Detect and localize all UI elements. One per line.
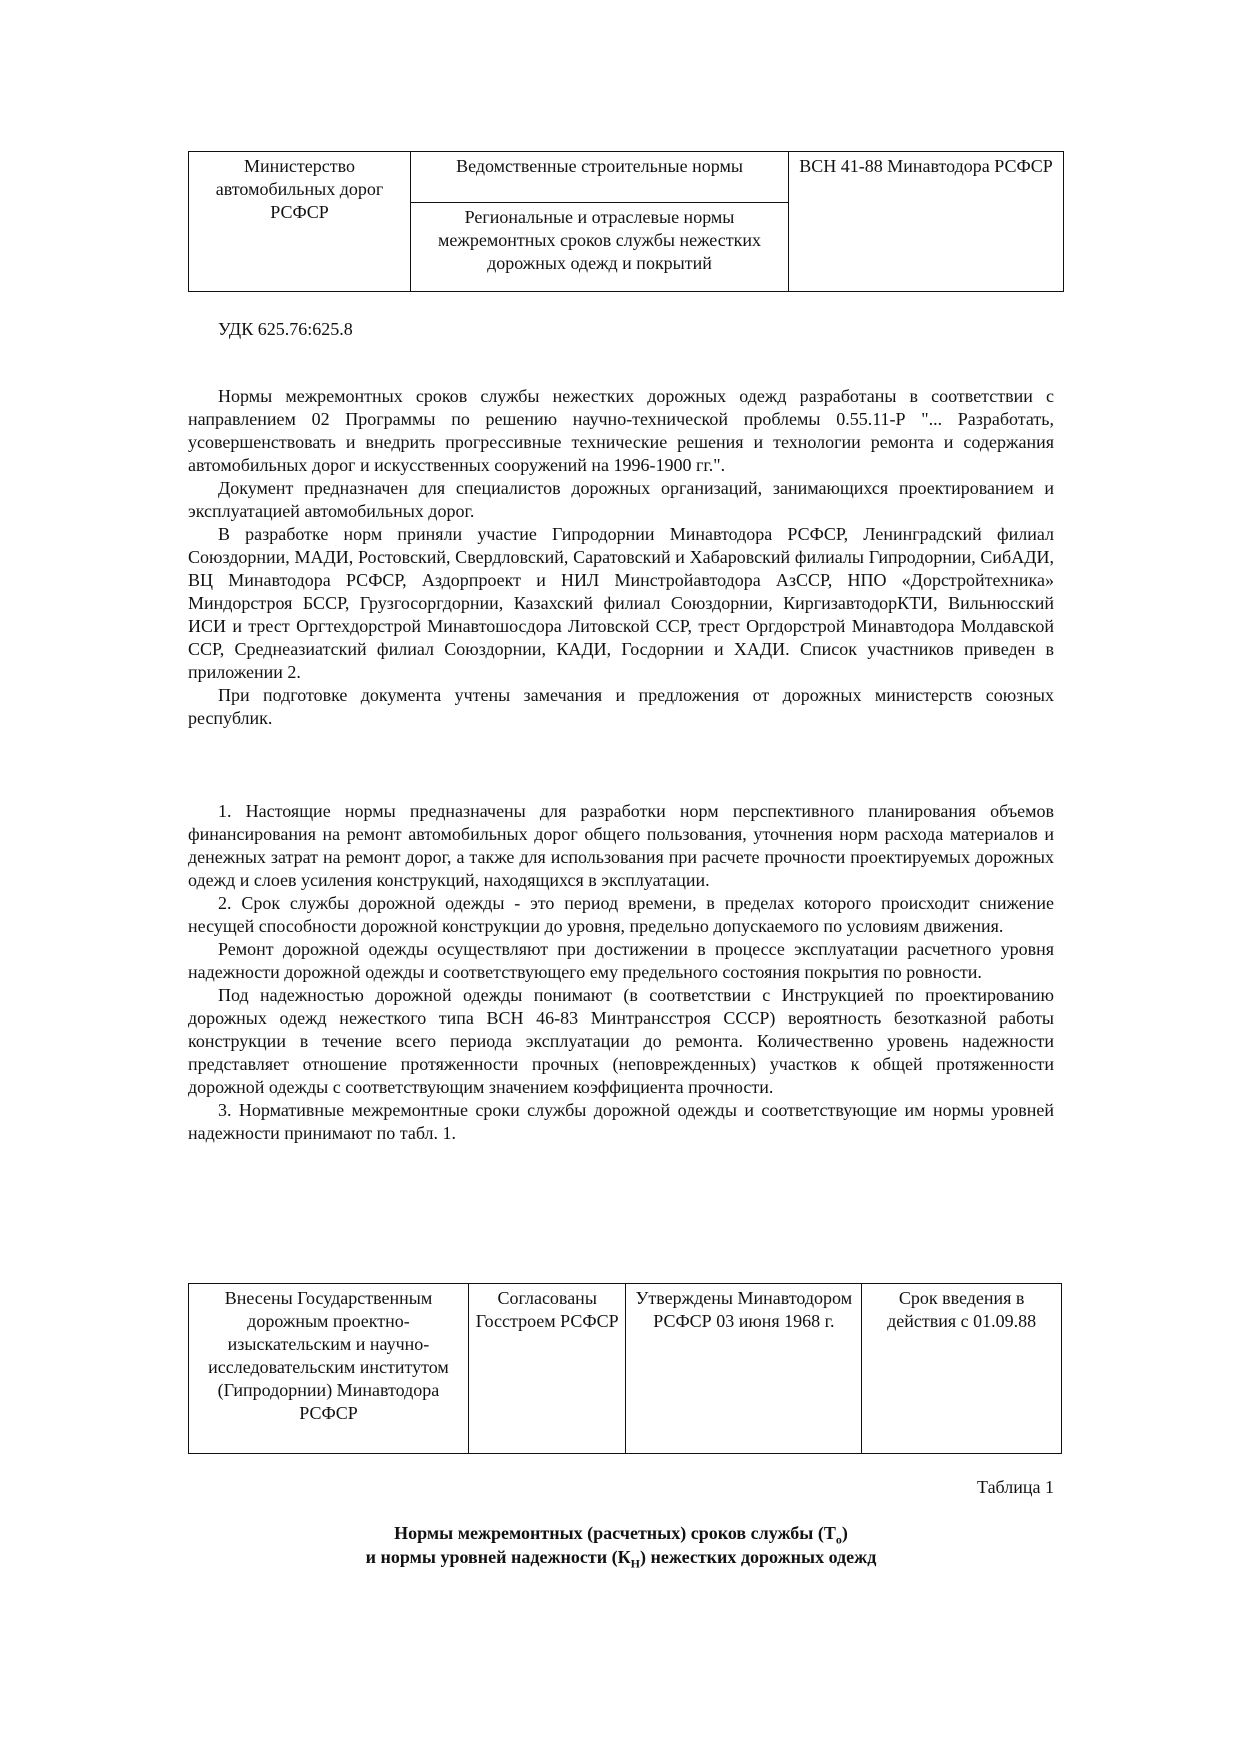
header-table [188,151,1064,292]
submitted-by-cell: Внесены Государственным дорожным проектно-изыскательским и научно-исследовательским институтом (Гипродорнии) Минавтодора РСФСР [189,1284,469,1454]
intro-paragraph: Нормы межремонтных сроков службы нежестких дорожных одежд разработаны в соответствии с направлением 02 Программы по решению научно-технической проблемы 0.55.11-Р "... Разработать, усовершенствовать и внедрить прогрессивные технические решения и технологии ремонта и содержания автомобильных дорог и искусственных сооружений на 1996-1900 гг.". [188,386,1054,475]
general-provisions [188,800,1054,1145]
intro-section [188,385,1054,730]
udk-code: УДК 625.76:625.8 [218,319,353,339]
section-paragraph: 2. Срок службы дорожной одежды - это период времени, в пределах которого происходит снижение несущей способности дорожной конструкции до уровня, предельно допускаемого по условиям движения. [188,893,1054,936]
doc-type-cell: Ведомственные строительные нормы [411,152,789,203]
intro-paragraph: При подготовке документа учтены замечания и предложения от дорожных министерств союзных республик. [188,685,1054,728]
intro-paragraph: В разработке норм приняли участие Гипродорнии Минавтодора РСФСР, Ленинградский филиал Союздорнии, МАДИ, Ростовский, Свердловский, Саратовский и Хабаровский филиалы Гипродорнии, СибАДИ, ВЦ Минавтодора РСФСР, Аздорпроект и НИЛ Минстройавтодора АзССР, НПО «Дорстройтехника» Миндорстроя БССР, Грузгосоргдорнии, Казахский филиал Союздорнии, КиргизавтодорКТИ, Вильнюсский ИСИ и трест Оргтехдорстрой Минавтошосдора Литовской ССР, трест Оргдорстрой Минавтодора Молдавской ССР, Среднеазиатский филиал Союздорнии, КАДИ, Госдорнии и ХАДИ. Список участников приведен в приложении 2. [188,524,1054,682]
table-title-line-2: и нормы уровней надежности $(К_Н)$ нежестких дорожных одежд [365,1547,877,1571]
effective-date-cell: Срок введения в действия с 01.09.88 [862,1284,1062,1454]
intro-paragraph: Документ предназначен для специалистов дорожных организаций, занимающихся проектированием и эксплуатацией автомобильных дорог. [188,478,1054,521]
approved-by-cell: Утверждены Минавтодором РСФСР 03 июня 1968 г. [626,1284,862,1454]
section-paragraph: 3. Нормативные межремонтные сроки службы дорожной одежды и соответствующие им нормы уровней надежности принимают по табл. 1. [188,1100,1054,1143]
table-title [188,1521,1054,1569]
doc-code-cell: ВСН 41-88 Минавтодора РСФСР [789,152,1064,292]
agreed-by-cell: Согласованы Госстроем РСФСР [468,1284,626,1454]
ministry-cell: Министерство автомобильных дорог РСФСР [189,152,411,292]
section-paragraph: Ремонт дорожной одежды осуществляют при достижении в процессе эксплуатации расчетного уровня надежности дорожной одежды и соответствующего ему предельного состояния покрытия по ровности. [188,939,1054,982]
approval-table [188,1283,1062,1454]
doc-title-cell: Региональные и отраслевые нормы межремонтных сроков службы нежестких дорожных одежд и покрытий [411,203,789,292]
table-caption: Таблица 1 [977,1477,1054,1497]
section-paragraph: 1. Настоящие нормы предназначены для разработки норм перспективного планирования объемов финансирования на ремонт автомобильных дорог общего пользования, уточнения норм расхода материалов и денежных затрат на ремонт дорог, а также для использования при расчете прочности проектируемых дорожных одежд и слоев усиления конструкций, находящихся в эксплуатации. [188,801,1054,890]
section-paragraph: Под надежностью дорожной одежды понимают (в соответствии с Инструкцией по проектированию дорожных одежд нежесткого типа ВСН 46-83 Минтрансстроя СССР) вероятность безотказной работы конструкции в течение всего периода эксплуатации до ремонта. Количественно уровень надежности представляет отношение протяженности прочных (неповрежденных) участков к общей протяженности дорожной одежды с соответствующим значением коэффициента прочности. [188,985,1054,1097]
table-title-line-1: Нормы межремонтных (расчетных) сроков службы $(Т_о)$ [394,1523,848,1547]
